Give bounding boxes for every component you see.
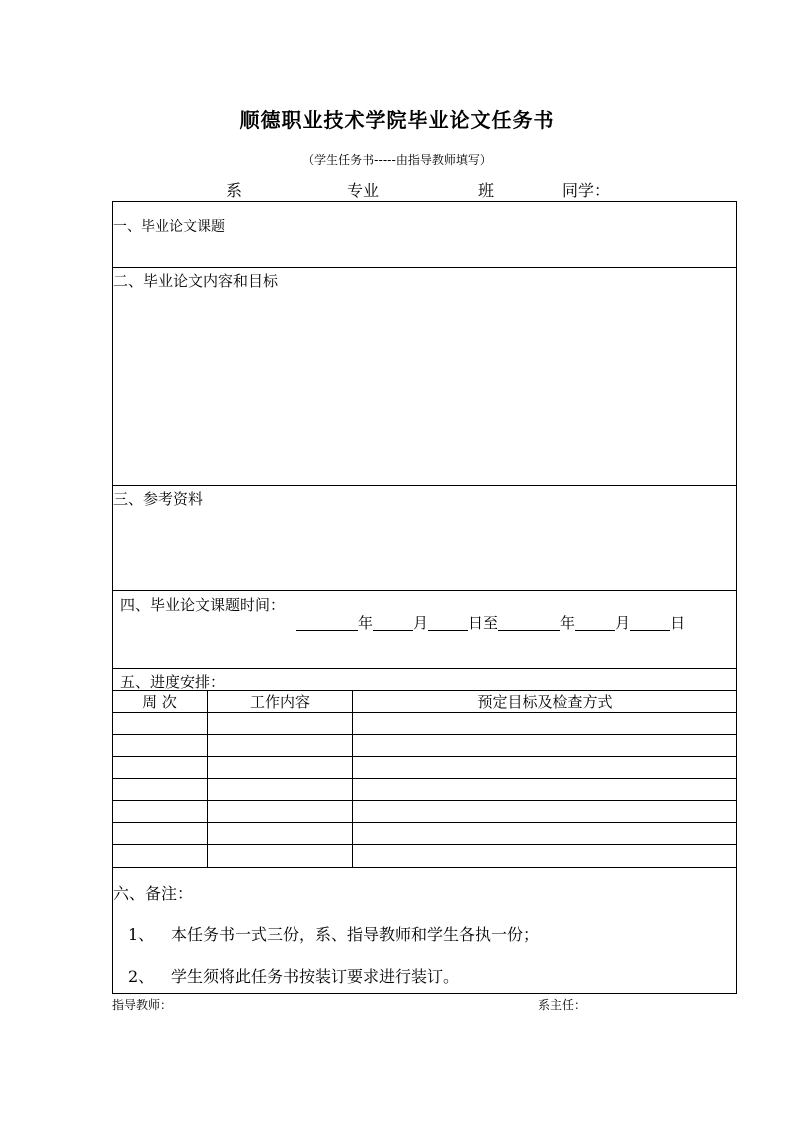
- section-references-label: 三、参考资料: [113, 490, 204, 508]
- header-week: 周 次: [142, 693, 177, 711]
- row-divider: [112, 734, 737, 735]
- note-number: 1、: [128, 925, 155, 944]
- note-text: 学生须将此任务书按装订要求进行装订。: [171, 967, 460, 986]
- row-divider: [112, 485, 737, 486]
- note-text: 本任务书一式三份，系、指导教师和学生各执一份；: [171, 925, 540, 944]
- document-title: 顺德职业技术学院毕业论文任务书: [239, 108, 555, 132]
- end-year-blank[interactable]: [498, 615, 560, 631]
- major-label: 专业: [347, 181, 380, 200]
- month-label: 月: [413, 614, 429, 632]
- month-label: 月: [615, 614, 631, 632]
- day-to-label: 日至: [468, 614, 499, 632]
- header-goal-check: 预定目标及检查方式: [477, 693, 613, 711]
- dept-label: 系: [226, 181, 243, 200]
- document-subtitle: （学生任务书-----由指导教师填写）: [302, 153, 492, 167]
- end-day-blank[interactable]: [630, 615, 670, 631]
- section-topic-label: 一、毕业论文课题: [113, 219, 225, 235]
- start-month-blank[interactable]: [373, 615, 413, 631]
- header-work-content: 工作内容: [249, 693, 310, 711]
- row-divider: [112, 867, 737, 868]
- class-label: 班: [478, 181, 495, 200]
- director-signature-label: 系主任：: [538, 998, 587, 1012]
- section-period-label: 四、毕业论文课题时间：: [120, 596, 286, 614]
- student-label: 同学：: [562, 181, 611, 200]
- section-content-label: 二、毕业论文内容和目标: [113, 272, 279, 290]
- end-month-blank[interactable]: [575, 615, 615, 631]
- row-divider: [112, 756, 737, 757]
- date-range-line: [296, 612, 685, 633]
- column-divider: [352, 690, 353, 867]
- row-divider: [112, 668, 737, 669]
- note-number: 2、: [128, 967, 155, 986]
- year-label: 年: [358, 614, 374, 632]
- row-divider: [112, 712, 737, 713]
- day-label: 日: [670, 614, 686, 632]
- row-divider: [112, 590, 737, 591]
- section-notes-label: 六、备注：: [113, 884, 194, 903]
- column-divider: [207, 690, 208, 867]
- row-divider: [112, 201, 737, 202]
- row-divider: [112, 800, 737, 801]
- year-label: 年: [560, 614, 576, 632]
- row-divider: [112, 822, 737, 823]
- start-year-blank[interactable]: [296, 615, 358, 631]
- row-divider: [112, 778, 737, 779]
- start-day-blank[interactable]: [428, 615, 468, 631]
- note-item: [128, 922, 539, 945]
- note-item: [128, 964, 459, 987]
- row-divider: [112, 844, 737, 845]
- section-schedule-label: 五、进度安排：: [120, 673, 226, 691]
- advisor-signature-label: 指导教师：: [112, 998, 173, 1012]
- row-divider: [112, 267, 737, 268]
